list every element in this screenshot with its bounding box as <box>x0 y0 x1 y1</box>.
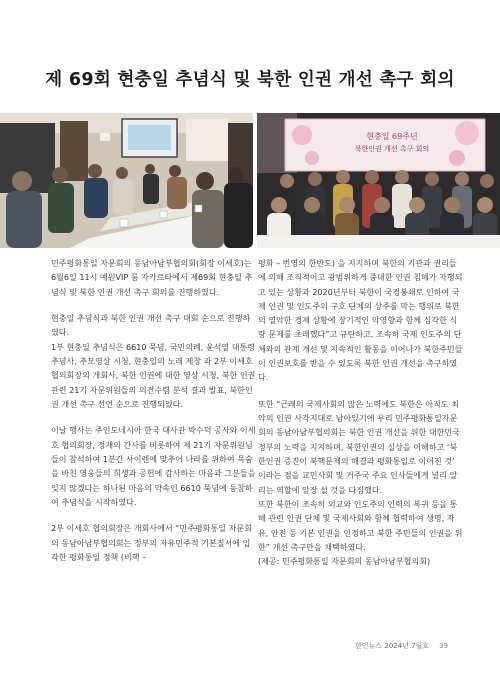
banner-line-1: 현충일 69주년 <box>366 132 418 141</box>
paragraph: 2부 이세호 협의회장은 개회사에서 “민주평화통일 자문회의 동남아남부협의회는 정부의 자유민주적 기본질서에 입각한 평화통일 정책 (비핵 – <box>51 524 252 562</box>
page-number: 39 <box>439 642 448 650</box>
paragraph: 이날 행사는 주인도네시아 한국 대사관 박수덕 공사와 이세호 협의회장, 정재의 간사를 비롯하여 제 21기 자문위원님들이 참석하여 1분간 사이렌에 맞추어 나라를 위하여 목숨을 바친 영웅들의 희생과 공헌에 감사하는 마음과 그분들을 잊지 않겠다는 하나된 마음의 약속인 6610 묵념에 동참하여 추념식을 시작하였다. <box>51 426 256 507</box>
banner-line-2: 북한인권 개선 촉구 회의 <box>354 145 430 153</box>
paragraph: 평화 – 번영의 한반도) 을 지지하며 북한의 기관과 권리들에 의해 조직적이고 광범위하게 중대한 인권 침해가 자행되고 있는 상황과 2020년부터 북한이 국경봉쇄로 인하여 국제 인권 및 인도주의 구호 단체의 상주를 막는 행위로 북한의 열악한 경제 상황에 장기적인 악영향과 함께 심각한 식량 문제를 초래했다”고 규탄하고, 조속히 국제 인도주의 단체와의 관계 개선 및 지속적인 활동을 이어나가 북한주민들이 인권보호를 받을 수 있도록 북한 인권 개선을 촉구하였다. <box>258 259 463 383</box>
group-photo <box>257 113 500 248</box>
page-footer <box>355 641 448 651</box>
article-body-right <box>258 257 464 569</box>
article-body-left <box>51 257 256 565</box>
paragraph: 또한 “근래의 국제사회의 많은 노력에도 북한은 아직도 최악의 인권 사각지대로 남아있기에 우리 민주평화통일자문회의 동남아남부협의회는 북한 인권 개선을 위한 대한민국 정부의 노력을 지지하며, 북한인권의 실상을 이해하고 ‘북한인권 증진이 북핵문제의 해결과 평화통일로 이어진 것’ 이라는 점을 교민사회 및 거주국 주요 인사들에게 널리 알리는 역할에 앞장 설 것을 다짐했다. 또한 북한이 조속히 외교와 인도주의 인력의 복귀 등을 통해 관련 인권 단체 및 국제사회와 함께 협력하여 생명, 자유, 안전 등 기본 인권을 인정하고 북한 주민들의 인권을 위한” 개선 촉구만을 채택하였다. (제공: 민주평화통일 자문회의 동남아남부협의회) <box>258 399 463 567</box>
paragraph: 민주평화통일 자문회의 동남아남부협의회(회장 이세호)는 6월6일 11시 예원VIP 룸 자카르타에서 제69회 현충일 추념식 및 북한 인권 개선 촉구 회의를 진행하였다. <box>51 259 253 297</box>
meeting-photo <box>0 113 253 248</box>
publication-name: 한인뉴스 2024년 7월호 <box>355 642 430 650</box>
paragraph: 현충일 추념식과 북한 인권 개선 촉구 대회 순으로 진행하였다. 1부 현충일 추념식은 6610 묵념, 국민의례, 윤석열 대통령 추념사, 추모영상 시청, 현충일의 노래 제창 과 2부 이세호 협의회장의 개회사, 북한 인권에 대한 영상 시청, 북한 인권 관련 21기 자문위원들의 의견수렴 분석 결과 발표, 북한인권 개선 촉구 선언 순으로 진행되었다. <box>51 314 256 409</box>
article-title: 제 69회 현충일 추념식 및 북한 인권 개선 촉구 회의 <box>45 70 455 90</box>
